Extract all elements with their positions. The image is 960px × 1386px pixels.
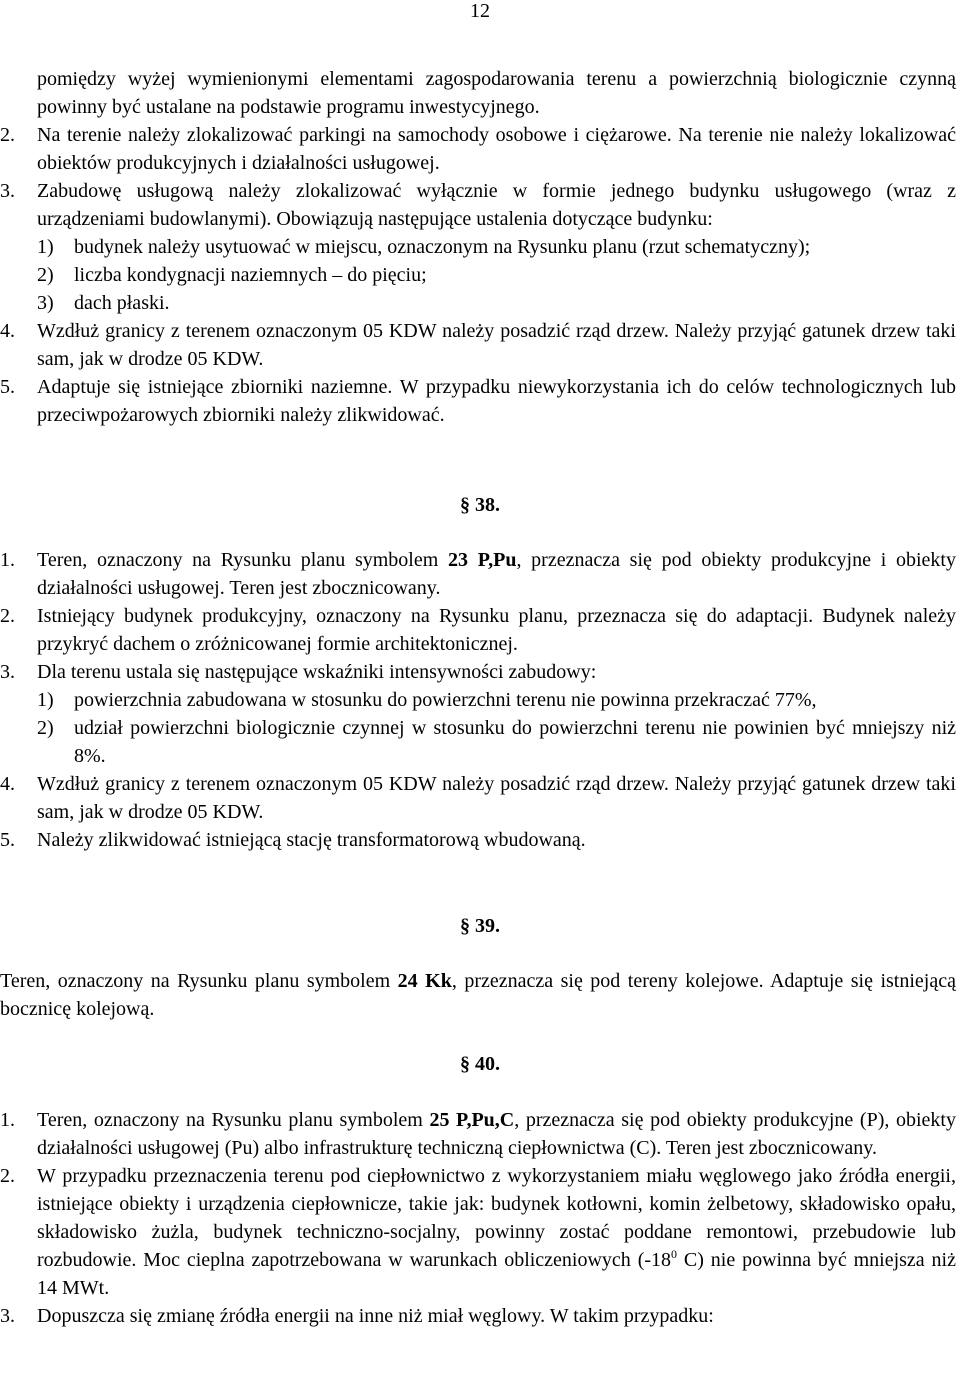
item-number: 2. bbox=[0, 124, 15, 146]
item-text-post: , przeznacza się pod obiekty produkcyjne (P), obiekty działalności usługowej (Pu) albo infrastrukturę techniczną ciepłownictwa (C). Teren jest zbocznicowany. bbox=[37, 1109, 956, 1159]
page-number: 12 bbox=[470, 0, 490, 22]
item-text: Adaptuje się istniejące zbiorniki naziemne. W przypadku niewykorzystania ich do celów technologicznych lub przeciwpożarowych zbiorniki należy zlikwidować. bbox=[37, 376, 956, 426]
list-item bbox=[0, 1106, 956, 1162]
list-item bbox=[0, 826, 956, 854]
list-item bbox=[0, 770, 956, 826]
sub-item bbox=[0, 289, 956, 317]
item-number: 4. bbox=[0, 773, 15, 795]
section-continuation bbox=[0, 65, 956, 429]
list-item bbox=[0, 317, 956, 373]
item-text: Istniejący budynek produkcyjny, oznaczony na Rysunku planu, przeznacza się do adaptacji. Budynek należy przykryć dachem o zróżnicowanej formie architektonicznej. bbox=[37, 605, 956, 655]
item-text-post: , przeznacza się pod obiekty produkcyjne i obiekty działalności usługowej. Teren jest zbocznicowany. bbox=[37, 549, 956, 599]
section-heading-40: § 40. bbox=[460, 1053, 500, 1075]
continuation-paragraph: pomiędzy wyżej wymienionymi elementami zagospodarowania terenu a powierzchnią biologicznie czynną powinny być ustalane na podstawie programu inwestycyjnego. bbox=[37, 68, 956, 118]
section-heading-38: § 38. bbox=[460, 494, 500, 516]
zone-symbol: 25 P,Pu,C bbox=[429, 1109, 515, 1131]
superscript-degree: 0 bbox=[671, 1247, 678, 1261]
list-item bbox=[0, 1162, 956, 1302]
list-item bbox=[0, 121, 956, 177]
sub-item-number: 1) bbox=[37, 689, 54, 711]
sub-item-text: powierzchnia zabudowana w stosunku do powierzchni terenu nie powinna przekraczać 77%, bbox=[74, 689, 817, 711]
list-item bbox=[0, 177, 956, 233]
item-text: Zabudowę usługową należy zlokalizować wyłącznie w formie jednego budynku usługowego (wraz z urządzeniami budowlanymi). Obowiązują następujące ustalenia dotyczące budynku: bbox=[37, 180, 956, 230]
sub-item-number: 1) bbox=[37, 236, 54, 258]
item-number: 3. bbox=[0, 1305, 15, 1327]
section-39-paragraph bbox=[0, 967, 956, 1023]
item-text: Wzdłuż granicy z terenem oznaczonym 05 KDW należy posadzić rząd drzew. Należy przyjąć gatunek drzew taki sam, jak w drodze 05 KDW. bbox=[37, 320, 956, 370]
sub-item-number: 2) bbox=[37, 264, 54, 286]
item-text: Należy zlikwidować istniejącą stację transformatorową wbudowaną. bbox=[37, 829, 586, 851]
paragraph-text-pre: Teren, oznaczony na Rysunku planu symbolem bbox=[0, 970, 398, 992]
item-number: 5. bbox=[0, 376, 15, 398]
sub-item bbox=[0, 261, 956, 289]
item-text-pre: Teren, oznaczony na Rysunku planu symbolem bbox=[37, 1109, 430, 1131]
sub-item-text: budynek należy usytuować w miejscu, oznaczonym na Rysunku planu (rzut schematyczny); bbox=[74, 236, 811, 258]
item-text-post: C) nie powinna być mniejsza niż 14 MWt. bbox=[37, 1249, 956, 1299]
item-text-pre: W przypadku przeznaczenia terenu pod ciepłownictwo z wykorzystaniem miału węglowego jako źródła energii, istniejące obiekty i urządzenia ciepłownicze, takie jak: budynek kotłowni, komin żelbetowy, składowisko opału, składowisko żużla, budynek techniczno-socjalny, powinny zostać poddane remontowi, przebudowie lub rozbudowie. Moc cieplna zapotrzebowana w warunkach obliczeniowych (-18 bbox=[37, 1165, 956, 1271]
item-number: 3. bbox=[0, 661, 15, 683]
sub-item-number: 2) bbox=[37, 717, 54, 739]
item-text: Wzdłuż granicy z terenem oznaczonym 05 KDW należy posadzić rząd drzew. Należy przyjąć gatunek drzew taki sam, jak w drodze 05 KDW. bbox=[37, 773, 956, 823]
sub-item-text: dach płaski. bbox=[74, 292, 170, 314]
item-number: 1. bbox=[0, 549, 15, 571]
sub-item bbox=[0, 233, 956, 261]
list-item bbox=[0, 373, 956, 429]
section-39-body bbox=[0, 967, 956, 1023]
item-text: Na terenie należy zlokalizować parkingi na samochody osobowe i ciężarowe. Na terenie nie należy lokalizować obiektów produkcyjnych i działalności usługowej. bbox=[37, 124, 956, 174]
sub-item-number: 3) bbox=[37, 292, 54, 314]
zone-symbol: 23 P,Pu bbox=[448, 549, 517, 571]
list-item bbox=[0, 1302, 956, 1330]
sub-item-text: liczba kondygnacji naziemnych – do pięciu; bbox=[74, 264, 427, 286]
item-number: 1. bbox=[0, 1109, 15, 1131]
item-number: 4. bbox=[0, 320, 15, 342]
paragraph-text-post: , przeznacza się pod tereny kolejowe. Adaptuje się istniejącą bocznicę kolejową. bbox=[0, 970, 956, 1020]
item-number: 5. bbox=[0, 829, 15, 851]
item-number: 2. bbox=[0, 1165, 15, 1187]
sub-item bbox=[0, 714, 956, 770]
list-item bbox=[0, 546, 956, 602]
sub-item-text: udział powierzchni biologicznie czynnej w stosunku do powierzchni terenu nie powinien być mniejszy niż 8%. bbox=[74, 717, 956, 767]
section-40-body bbox=[0, 1106, 956, 1330]
list-item bbox=[0, 602, 956, 658]
section-38-body bbox=[0, 546, 956, 854]
item-text-pre: Teren, oznaczony na Rysunku planu symbolem bbox=[37, 549, 448, 571]
item-text: Dla terenu ustala się następujące wskaźniki intensywności zabudowy: bbox=[37, 661, 597, 683]
sub-item bbox=[0, 686, 956, 714]
item-text: Dopuszcza się zmianę źródła energii na inne niż miał węglowy. W takim przypadku: bbox=[37, 1305, 714, 1327]
item-number: 3. bbox=[0, 180, 15, 202]
zone-symbol: 24 Kk bbox=[397, 970, 452, 992]
item-number: 2. bbox=[0, 605, 15, 627]
section-heading-39: § 39. bbox=[460, 915, 500, 937]
list-item bbox=[0, 658, 956, 686]
